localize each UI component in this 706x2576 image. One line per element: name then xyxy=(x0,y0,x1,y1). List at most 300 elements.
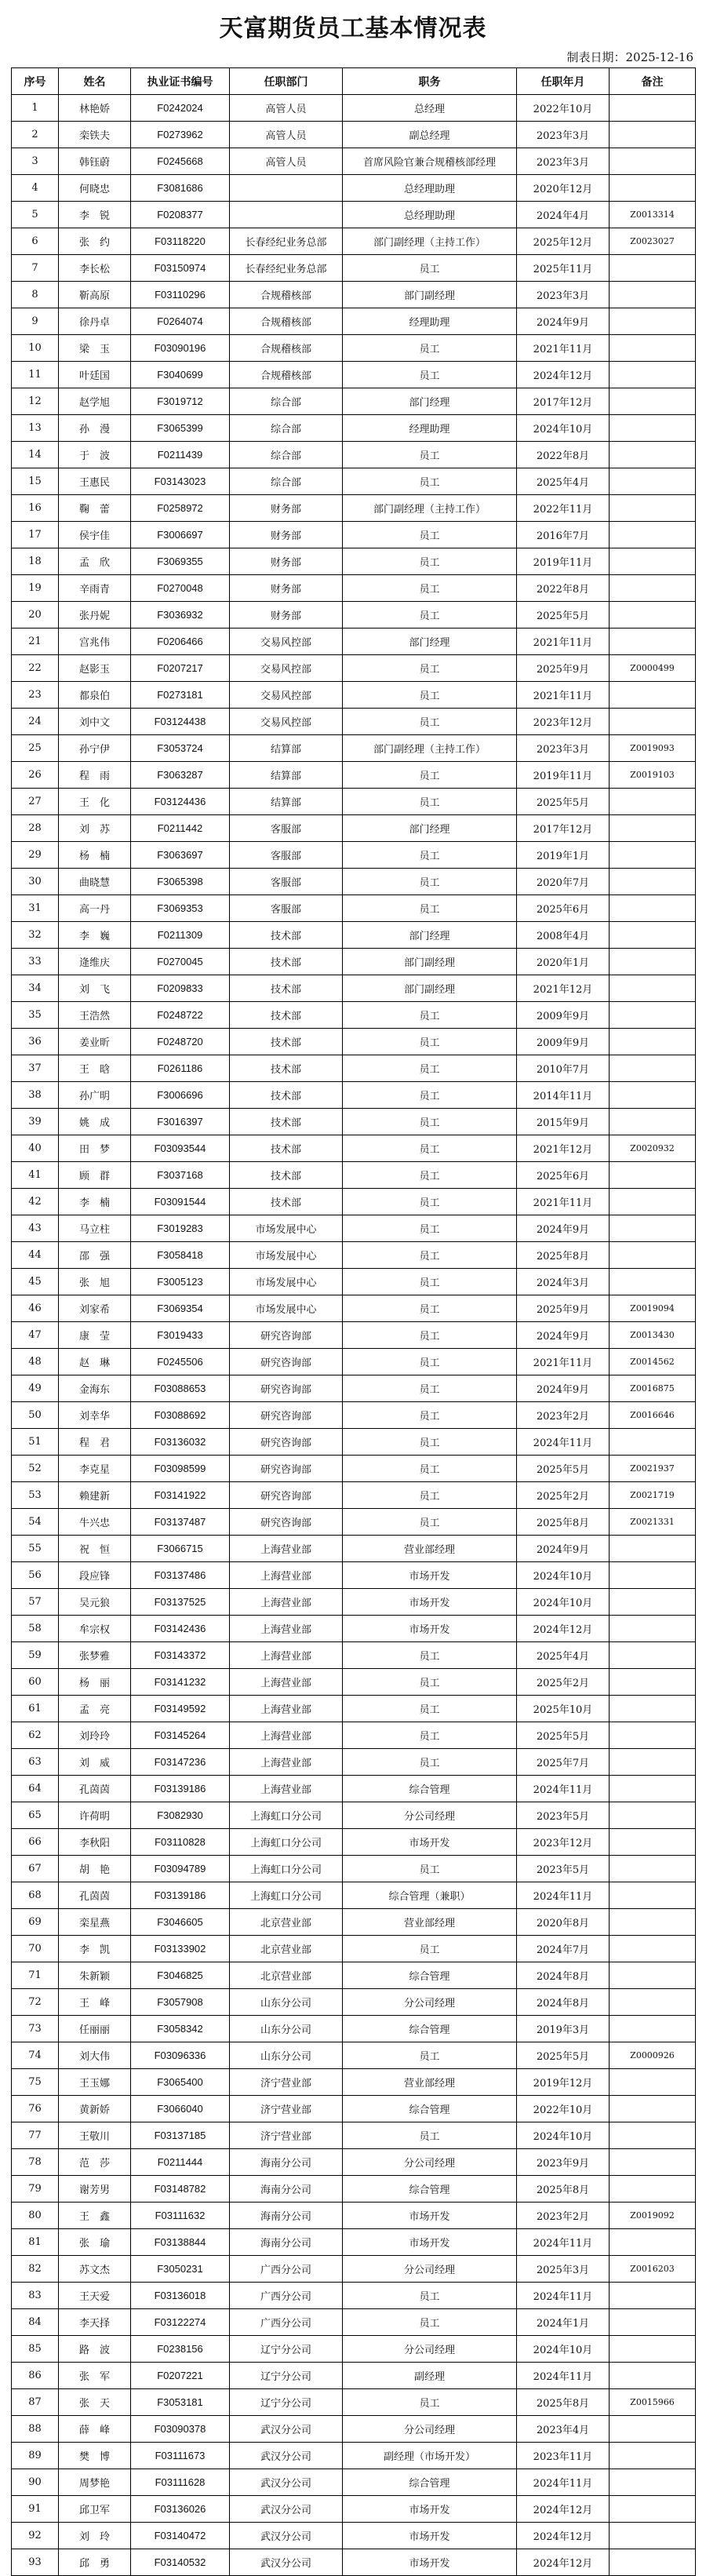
cell-name: 徐丹卓 xyxy=(59,308,131,335)
cell-date: 2023年9月 xyxy=(517,2149,610,2176)
cell-dept: 交易风控部 xyxy=(230,655,343,682)
cell-position: 分公司经理 xyxy=(343,2256,517,2283)
cell-note xyxy=(610,282,696,308)
table-row xyxy=(12,228,696,255)
cell-date: 2024年12月 xyxy=(517,1616,610,1642)
cell-name: 赖建新 xyxy=(59,1482,131,1509)
cell-index: 14 xyxy=(12,442,59,468)
cell-index: 93 xyxy=(12,2549,59,2576)
cell-date: 2025年8月 xyxy=(517,2389,610,2416)
cell-position: 员工 xyxy=(343,1429,517,1456)
cell-date: 2025年2月 xyxy=(517,1482,610,1509)
table-row xyxy=(12,1162,696,1189)
cell-date: 2017年12月 xyxy=(517,815,610,842)
cell-date: 2025年4月 xyxy=(517,1642,610,1669)
table-row xyxy=(12,1375,696,1402)
cell-date: 2020年8月 xyxy=(517,1909,610,1936)
cell-position: 员工 xyxy=(343,1722,517,1749)
cell-note xyxy=(610,1856,696,1882)
cell-position: 员工 xyxy=(343,1002,517,1029)
cell-index: 73 xyxy=(12,2016,59,2042)
cell-cert: F3006697 xyxy=(131,522,230,548)
cell-date: 2022年10月 xyxy=(517,95,610,122)
cell-date: 2025年12月 xyxy=(517,228,610,255)
cell-dept: 上海营业部 xyxy=(230,1749,343,1776)
cell-name: 孙 漫 xyxy=(59,415,131,442)
cell-dept: 客服部 xyxy=(230,815,343,842)
table-row xyxy=(12,1082,696,1109)
cell-cert: F3016397 xyxy=(131,1109,230,1135)
cell-cert: F03094789 xyxy=(131,1856,230,1882)
cell-date: 2023年3月 xyxy=(517,122,610,148)
cell-index: 84 xyxy=(12,2309,59,2336)
cell-dept: 上海营业部 xyxy=(230,1616,343,1642)
cell-date: 2019年1月 xyxy=(517,842,610,869)
cell-position: 分公司经理 xyxy=(343,1802,517,1829)
cell-position: 员工 xyxy=(343,522,517,548)
cell-note xyxy=(610,1189,696,1215)
cell-index: 71 xyxy=(12,1962,59,1989)
cell-dept: 上海营业部 xyxy=(230,1722,343,1749)
cell-cert: F0211442 xyxy=(131,815,230,842)
cell-dept: 研究咨询部 xyxy=(230,1402,343,1429)
cell-cert: F03124438 xyxy=(131,709,230,735)
cell-date: 2009年9月 xyxy=(517,1029,610,1055)
cell-position: 员工 xyxy=(343,762,517,789)
table-row xyxy=(12,1002,696,1029)
cell-position: 员工 xyxy=(343,1856,517,1882)
cell-cert: F0242024 xyxy=(131,95,230,122)
cell-index: 5 xyxy=(12,202,59,228)
header-index: 序号 xyxy=(12,68,59,95)
cell-dept: 研究咨询部 xyxy=(230,1429,343,1456)
table-row xyxy=(12,1402,696,1429)
cell-index: 61 xyxy=(12,1696,59,1722)
cell-index: 18 xyxy=(12,548,59,575)
cell-date: 2025年6月 xyxy=(517,895,610,922)
cell-dept: 山东分公司 xyxy=(230,1989,343,2016)
cell-date: 2019年11月 xyxy=(517,762,610,789)
cell-index: 49 xyxy=(12,1375,59,1402)
cell-date: 2024年9月 xyxy=(517,1536,610,1562)
cell-note: Z0021937 xyxy=(610,1456,696,1482)
cell-index: 82 xyxy=(12,2256,59,2283)
cell-date: 2023年11月 xyxy=(517,2443,610,2469)
cell-cert: F03136026 xyxy=(131,2496,230,2523)
cell-note: Z0013314 xyxy=(610,202,696,228)
table-row xyxy=(12,495,696,522)
cell-dept: 交易风控部 xyxy=(230,629,343,655)
cell-name: 苏文杰 xyxy=(59,2256,131,2283)
table-row xyxy=(12,2416,696,2443)
cell-note: Z0021331 xyxy=(610,1509,696,1536)
cell-position: 员工 xyxy=(343,709,517,735)
cell-cert: F03136032 xyxy=(131,1429,230,1456)
cell-position: 总经理助理 xyxy=(343,202,517,228)
cell-index: 12 xyxy=(12,388,59,415)
cell-note xyxy=(610,2469,696,2496)
cell-note xyxy=(610,335,696,362)
cell-note xyxy=(610,1215,696,1242)
cell-position: 员工 xyxy=(343,255,517,282)
cell-dept: 技术部 xyxy=(230,922,343,949)
cell-name: 刘 飞 xyxy=(59,975,131,1002)
cell-dept xyxy=(230,175,343,202)
cell-name: 田 梦 xyxy=(59,1135,131,1162)
cell-position: 部门副经理（主持工作） xyxy=(343,735,517,762)
cell-note xyxy=(610,95,696,122)
cell-dept: 北京营业部 xyxy=(230,1962,343,1989)
cell-dept: 财务部 xyxy=(230,495,343,522)
cell-index: 29 xyxy=(12,842,59,869)
table-row xyxy=(12,1882,696,1909)
cell-name: 孔茵茵 xyxy=(59,1776,131,1802)
cell-date: 2021年11月 xyxy=(517,1189,610,1215)
cell-cert: F3065398 xyxy=(131,869,230,895)
cell-name: 康 莹 xyxy=(59,1322,131,1349)
cell-date: 2023年5月 xyxy=(517,1802,610,1829)
cell-date: 2025年7月 xyxy=(517,1749,610,1776)
cell-date: 2024年11月 xyxy=(517,2283,610,2309)
cell-note xyxy=(610,362,696,388)
cell-position: 员工 xyxy=(343,362,517,388)
cell-dept: 海南分公司 xyxy=(230,2203,343,2229)
table-row xyxy=(12,1909,696,1936)
cell-date: 2025年2月 xyxy=(517,1669,610,1696)
cell-cert: F0248720 xyxy=(131,1029,230,1055)
cell-name: 孟 亮 xyxy=(59,1696,131,1722)
cell-dept: 综合部 xyxy=(230,442,343,468)
table-row xyxy=(12,895,696,922)
cell-index: 75 xyxy=(12,2069,59,2096)
cell-cert: F0208377 xyxy=(131,202,230,228)
cell-index: 69 xyxy=(12,1909,59,1936)
cell-dept: 上海营业部 xyxy=(230,1589,343,1616)
cell-name: 林艳娇 xyxy=(59,95,131,122)
cell-date: 2016年7月 xyxy=(517,522,610,548)
cell-cert: F03137487 xyxy=(131,1509,230,1536)
cell-cert: F03118220 xyxy=(131,228,230,255)
cell-date: 2025年6月 xyxy=(517,1162,610,1189)
cell-position: 首席风险官兼合规稽核部经理 xyxy=(343,148,517,175)
cell-cert: F0258972 xyxy=(131,495,230,522)
cell-note xyxy=(610,629,696,655)
cell-index: 67 xyxy=(12,1856,59,1882)
cell-date: 2024年1月 xyxy=(517,2309,610,2336)
cell-index: 39 xyxy=(12,1109,59,1135)
cell-position: 副总经理 xyxy=(343,122,517,148)
cell-cert: F03124436 xyxy=(131,789,230,815)
table-row xyxy=(12,975,696,1002)
cell-date: 2024年8月 xyxy=(517,1962,610,1989)
cell-cert: F03122274 xyxy=(131,2309,230,2336)
cell-index: 34 xyxy=(12,975,59,1002)
cell-date: 2020年1月 xyxy=(517,949,610,975)
cell-index: 46 xyxy=(12,1295,59,1322)
table-row xyxy=(12,869,696,895)
cell-cert: F3006696 xyxy=(131,1082,230,1109)
cell-cert: F03093544 xyxy=(131,1135,230,1162)
employee-table xyxy=(11,67,696,2576)
cell-index: 86 xyxy=(12,2363,59,2389)
cell-date: 2019年3月 xyxy=(517,2016,610,2042)
cell-name: 刘幸华 xyxy=(59,1402,131,1429)
cell-cert: F03111632 xyxy=(131,2203,230,2229)
cell-note xyxy=(610,522,696,548)
cell-dept: 研究咨询部 xyxy=(230,1509,343,1536)
header-date: 任职年月 xyxy=(517,68,610,95)
cell-dept: 上海虹口分公司 xyxy=(230,1856,343,1882)
table-row xyxy=(12,1589,696,1616)
cell-position: 综合管理 xyxy=(343,2176,517,2203)
cell-cert: F0211439 xyxy=(131,442,230,468)
cell-name: 李 锐 xyxy=(59,202,131,228)
cell-note xyxy=(610,1882,696,1909)
cell-name: 张丹妮 xyxy=(59,602,131,629)
cell-dept: 研究咨询部 xyxy=(230,1456,343,1482)
cell-index: 64 xyxy=(12,1776,59,1802)
cell-index: 19 xyxy=(12,575,59,602)
cell-note: Z0015966 xyxy=(610,2389,696,2416)
cell-dept: 交易风控部 xyxy=(230,682,343,709)
cell-date: 2024年4月 xyxy=(517,202,610,228)
cell-note xyxy=(610,175,696,202)
table-row xyxy=(12,789,696,815)
cell-cert: F03137525 xyxy=(131,1589,230,1616)
cell-index: 79 xyxy=(12,2176,59,2203)
table-row xyxy=(12,1215,696,1242)
cell-dept: 上海虹口分公司 xyxy=(230,1802,343,1829)
cell-position: 员工 xyxy=(343,1322,517,1349)
cell-note xyxy=(610,602,696,629)
cell-position: 员工 xyxy=(343,1669,517,1696)
cell-note xyxy=(610,2443,696,2469)
table-row xyxy=(12,1616,696,1642)
cell-note xyxy=(610,2096,696,2122)
table-row xyxy=(12,1962,696,1989)
cell-dept: 交易风控部 xyxy=(230,709,343,735)
cell-name: 朱新颖 xyxy=(59,1962,131,1989)
table-row xyxy=(12,682,696,709)
cell-date: 2025年11月 xyxy=(517,255,610,282)
cell-position: 员工 xyxy=(343,1109,517,1135)
cell-name: 王 鑫 xyxy=(59,2203,131,2229)
cell-name: 牛兴忠 xyxy=(59,1509,131,1536)
cell-index: 3 xyxy=(12,148,59,175)
cell-index: 8 xyxy=(12,282,59,308)
cell-position: 员工 xyxy=(343,2389,517,2416)
cell-index: 32 xyxy=(12,922,59,949)
cell-position: 总经理 xyxy=(343,95,517,122)
cell-name: 韩钰蔚 xyxy=(59,148,131,175)
cell-name: 薛 峰 xyxy=(59,2416,131,2443)
table-row xyxy=(12,2363,696,2389)
cell-name: 王浩然 xyxy=(59,1002,131,1029)
table-row xyxy=(12,1456,696,1482)
cell-name: 马立柱 xyxy=(59,1215,131,1242)
cell-index: 7 xyxy=(12,255,59,282)
table-row xyxy=(12,548,696,575)
cell-dept: 山东分公司 xyxy=(230,2016,343,2042)
cell-dept: 财务部 xyxy=(230,548,343,575)
cell-dept: 综合部 xyxy=(230,468,343,495)
cell-name: 王惠民 xyxy=(59,468,131,495)
cell-cert: F03143372 xyxy=(131,1642,230,1669)
cell-cert: F03110296 xyxy=(131,282,230,308)
cell-name: 刘家希 xyxy=(59,1295,131,1322)
table-row xyxy=(12,655,696,682)
cell-position: 员工 xyxy=(343,575,517,602)
cell-cert: F0245506 xyxy=(131,1349,230,1375)
table-row xyxy=(12,175,696,202)
cell-index: 65 xyxy=(12,1802,59,1829)
table-row xyxy=(12,1242,696,1269)
table-row xyxy=(12,815,696,842)
cell-date: 2024年10月 xyxy=(517,415,610,442)
cell-dept: 技术部 xyxy=(230,949,343,975)
cell-index: 44 xyxy=(12,1242,59,1269)
cell-position: 市场开发 xyxy=(343,2523,517,2549)
cell-position: 员工 xyxy=(343,1029,517,1055)
table-row xyxy=(12,1135,696,1162)
cell-dept: 合规稽核部 xyxy=(230,308,343,335)
cell-note xyxy=(610,2549,696,2576)
cell-name: 梁 玉 xyxy=(59,335,131,362)
cell-position: 副经理（市场开发） xyxy=(343,2443,517,2469)
table-row xyxy=(12,282,696,308)
cell-dept: 结算部 xyxy=(230,789,343,815)
cell-cert: F03088653 xyxy=(131,1375,230,1402)
cell-index: 63 xyxy=(12,1749,59,1776)
cell-cert: F3069354 xyxy=(131,1295,230,1322)
cell-index: 13 xyxy=(12,415,59,442)
cell-name: 张 瑜 xyxy=(59,2229,131,2256)
cell-index: 53 xyxy=(12,1482,59,1509)
cell-date: 2025年5月 xyxy=(517,1722,610,1749)
cell-cert: F03110828 xyxy=(131,1829,230,1856)
cell-cert: F03139186 xyxy=(131,1882,230,1909)
cell-index: 6 xyxy=(12,228,59,255)
cell-name: 李天择 xyxy=(59,2309,131,2336)
cell-cert: F03133902 xyxy=(131,1936,230,1962)
cell-cert: F03138844 xyxy=(131,2229,230,2256)
cell-name: 黄新娇 xyxy=(59,2096,131,2122)
cell-cert: F3040699 xyxy=(131,362,230,388)
cell-name: 李 凯 xyxy=(59,1936,131,1962)
table-row xyxy=(12,1936,696,1962)
cell-dept: 海南分公司 xyxy=(230,2229,343,2256)
table-row xyxy=(12,202,696,228)
table-row xyxy=(12,2549,696,2576)
cell-position: 员工 xyxy=(343,1135,517,1162)
cell-note: Z0014562 xyxy=(610,1349,696,1375)
cell-index: 88 xyxy=(12,2416,59,2443)
cell-dept: 合规稽核部 xyxy=(230,362,343,388)
cell-dept: 上海营业部 xyxy=(230,1696,343,1722)
cell-cert: F0211444 xyxy=(131,2149,230,2176)
cell-dept: 上海营业部 xyxy=(230,1642,343,1669)
cell-cert: F3046605 xyxy=(131,1909,230,1936)
cell-date: 2024年7月 xyxy=(517,1936,610,1962)
cell-note xyxy=(610,1722,696,1749)
cell-date: 2022年10月 xyxy=(517,2096,610,2122)
header-name: 姓名 xyxy=(59,68,131,95)
table-row xyxy=(12,1536,696,1562)
cell-position: 综合管理 xyxy=(343,2096,517,2122)
table-row xyxy=(12,308,696,335)
cell-name: 许荷明 xyxy=(59,1802,131,1829)
table-row xyxy=(12,468,696,495)
cell-name: 栾铁夫 xyxy=(59,122,131,148)
cell-name: 李 巍 xyxy=(59,922,131,949)
cell-date: 2024年3月 xyxy=(517,1269,610,1295)
cell-note xyxy=(610,1429,696,1456)
cell-position: 部门经理 xyxy=(343,388,517,415)
cell-dept: 市场发展中心 xyxy=(230,1295,343,1322)
cell-index: 23 xyxy=(12,682,59,709)
table-row xyxy=(12,2389,696,2416)
cell-name: 辛雨青 xyxy=(59,575,131,602)
cell-position: 综合管理（兼职） xyxy=(343,1882,517,1909)
table-row xyxy=(12,1749,696,1776)
cell-cert: F3057908 xyxy=(131,1989,230,2016)
cell-name: 杨 楠 xyxy=(59,842,131,869)
cell-cert: F3069353 xyxy=(131,895,230,922)
cell-note xyxy=(610,255,696,282)
cell-cert: F0248722 xyxy=(131,1002,230,1029)
cell-position: 员工 xyxy=(343,2042,517,2069)
cell-cert: F0206466 xyxy=(131,629,230,655)
cell-name: 邱卫军 xyxy=(59,2496,131,2523)
cell-position: 综合管理 xyxy=(343,1962,517,1989)
table-row xyxy=(12,2096,696,2122)
cell-note xyxy=(610,1829,696,1856)
cell-date: 2023年2月 xyxy=(517,2203,610,2229)
cell-dept: 武汉分公司 xyxy=(230,2523,343,2549)
cell-name: 孙广明 xyxy=(59,1082,131,1109)
cell-index: 30 xyxy=(12,869,59,895)
cell-position: 员工 xyxy=(343,1456,517,1482)
cell-date: 2025年8月 xyxy=(517,2176,610,2203)
cell-note: Z0000926 xyxy=(610,2042,696,2069)
cell-dept: 技术部 xyxy=(230,1029,343,1055)
cell-index: 2 xyxy=(12,122,59,148)
cell-name: 祝 恒 xyxy=(59,1536,131,1562)
cell-cert: F3005123 xyxy=(131,1269,230,1295)
cell-dept: 财务部 xyxy=(230,575,343,602)
cell-index: 16 xyxy=(12,495,59,522)
cell-dept: 济宁营业部 xyxy=(230,2069,343,2096)
table-row xyxy=(12,1696,696,1722)
cell-dept: 市场发展中心 xyxy=(230,1242,343,1269)
cell-note xyxy=(610,869,696,895)
cell-note xyxy=(610,1642,696,1669)
cell-note xyxy=(610,1802,696,1829)
cell-position: 副经理 xyxy=(343,2363,517,2389)
cell-name: 胡 艳 xyxy=(59,1856,131,1882)
cell-position: 综合管理 xyxy=(343,2469,517,2496)
cell-name: 范 莎 xyxy=(59,2149,131,2176)
table-row xyxy=(12,2042,696,2069)
table-row xyxy=(12,1055,696,1082)
cell-position: 员工 xyxy=(343,442,517,468)
table-row xyxy=(12,1029,696,1055)
cell-index: 52 xyxy=(12,1456,59,1482)
cell-note xyxy=(610,2309,696,2336)
cell-position: 员工 xyxy=(343,1696,517,1722)
cell-index: 89 xyxy=(12,2443,59,2469)
cell-dept: 高管人员 xyxy=(230,148,343,175)
